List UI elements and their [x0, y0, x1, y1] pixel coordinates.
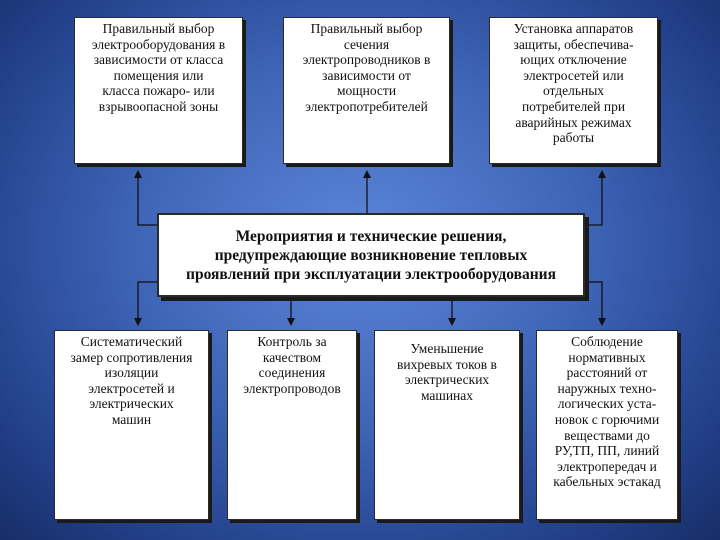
top-box-3: Установка аппаратов защиты, обеспечива- ющих отключение электросетей или отдельных потребителей при аварийных режимах работы	[489, 17, 658, 164]
central-measures-box: Мероприятия и технические решения, предупреждающие возникновение тепловых проявлений при эксплуатации электрооборудования	[157, 213, 585, 297]
bottom-box-4: Соблюдение нормативных расстояний от наружных техно- логических уста- новок с горючими веществами до РУ,ТП, ПП, линий электропередач и кабельных эстакад	[536, 330, 678, 520]
top-box-1: Правильный выбор электрооборудования в зависимости от класса помещения или класса пожаро- или взрывоопасной зоны	[74, 17, 243, 164]
top-box-2: Правильный выбор сечения электропроводников в зависимости от мощности электропотребителей	[283, 17, 450, 164]
arrow-to-bottom-1	[138, 282, 157, 324]
arrow-to-top-1	[138, 172, 157, 225]
arrow-to-top-3	[585, 172, 602, 225]
bottom-box-2: Контроль за качеством соединения электропроводов	[227, 330, 357, 520]
bottom-box-3: Уменьшение вихревых токов в электрических машинах	[374, 330, 520, 520]
bottom-box-1: Систематический замер сопротивления изоляции электросетей и электрических машин	[54, 330, 209, 520]
arrow-to-bottom-4	[585, 282, 602, 324]
